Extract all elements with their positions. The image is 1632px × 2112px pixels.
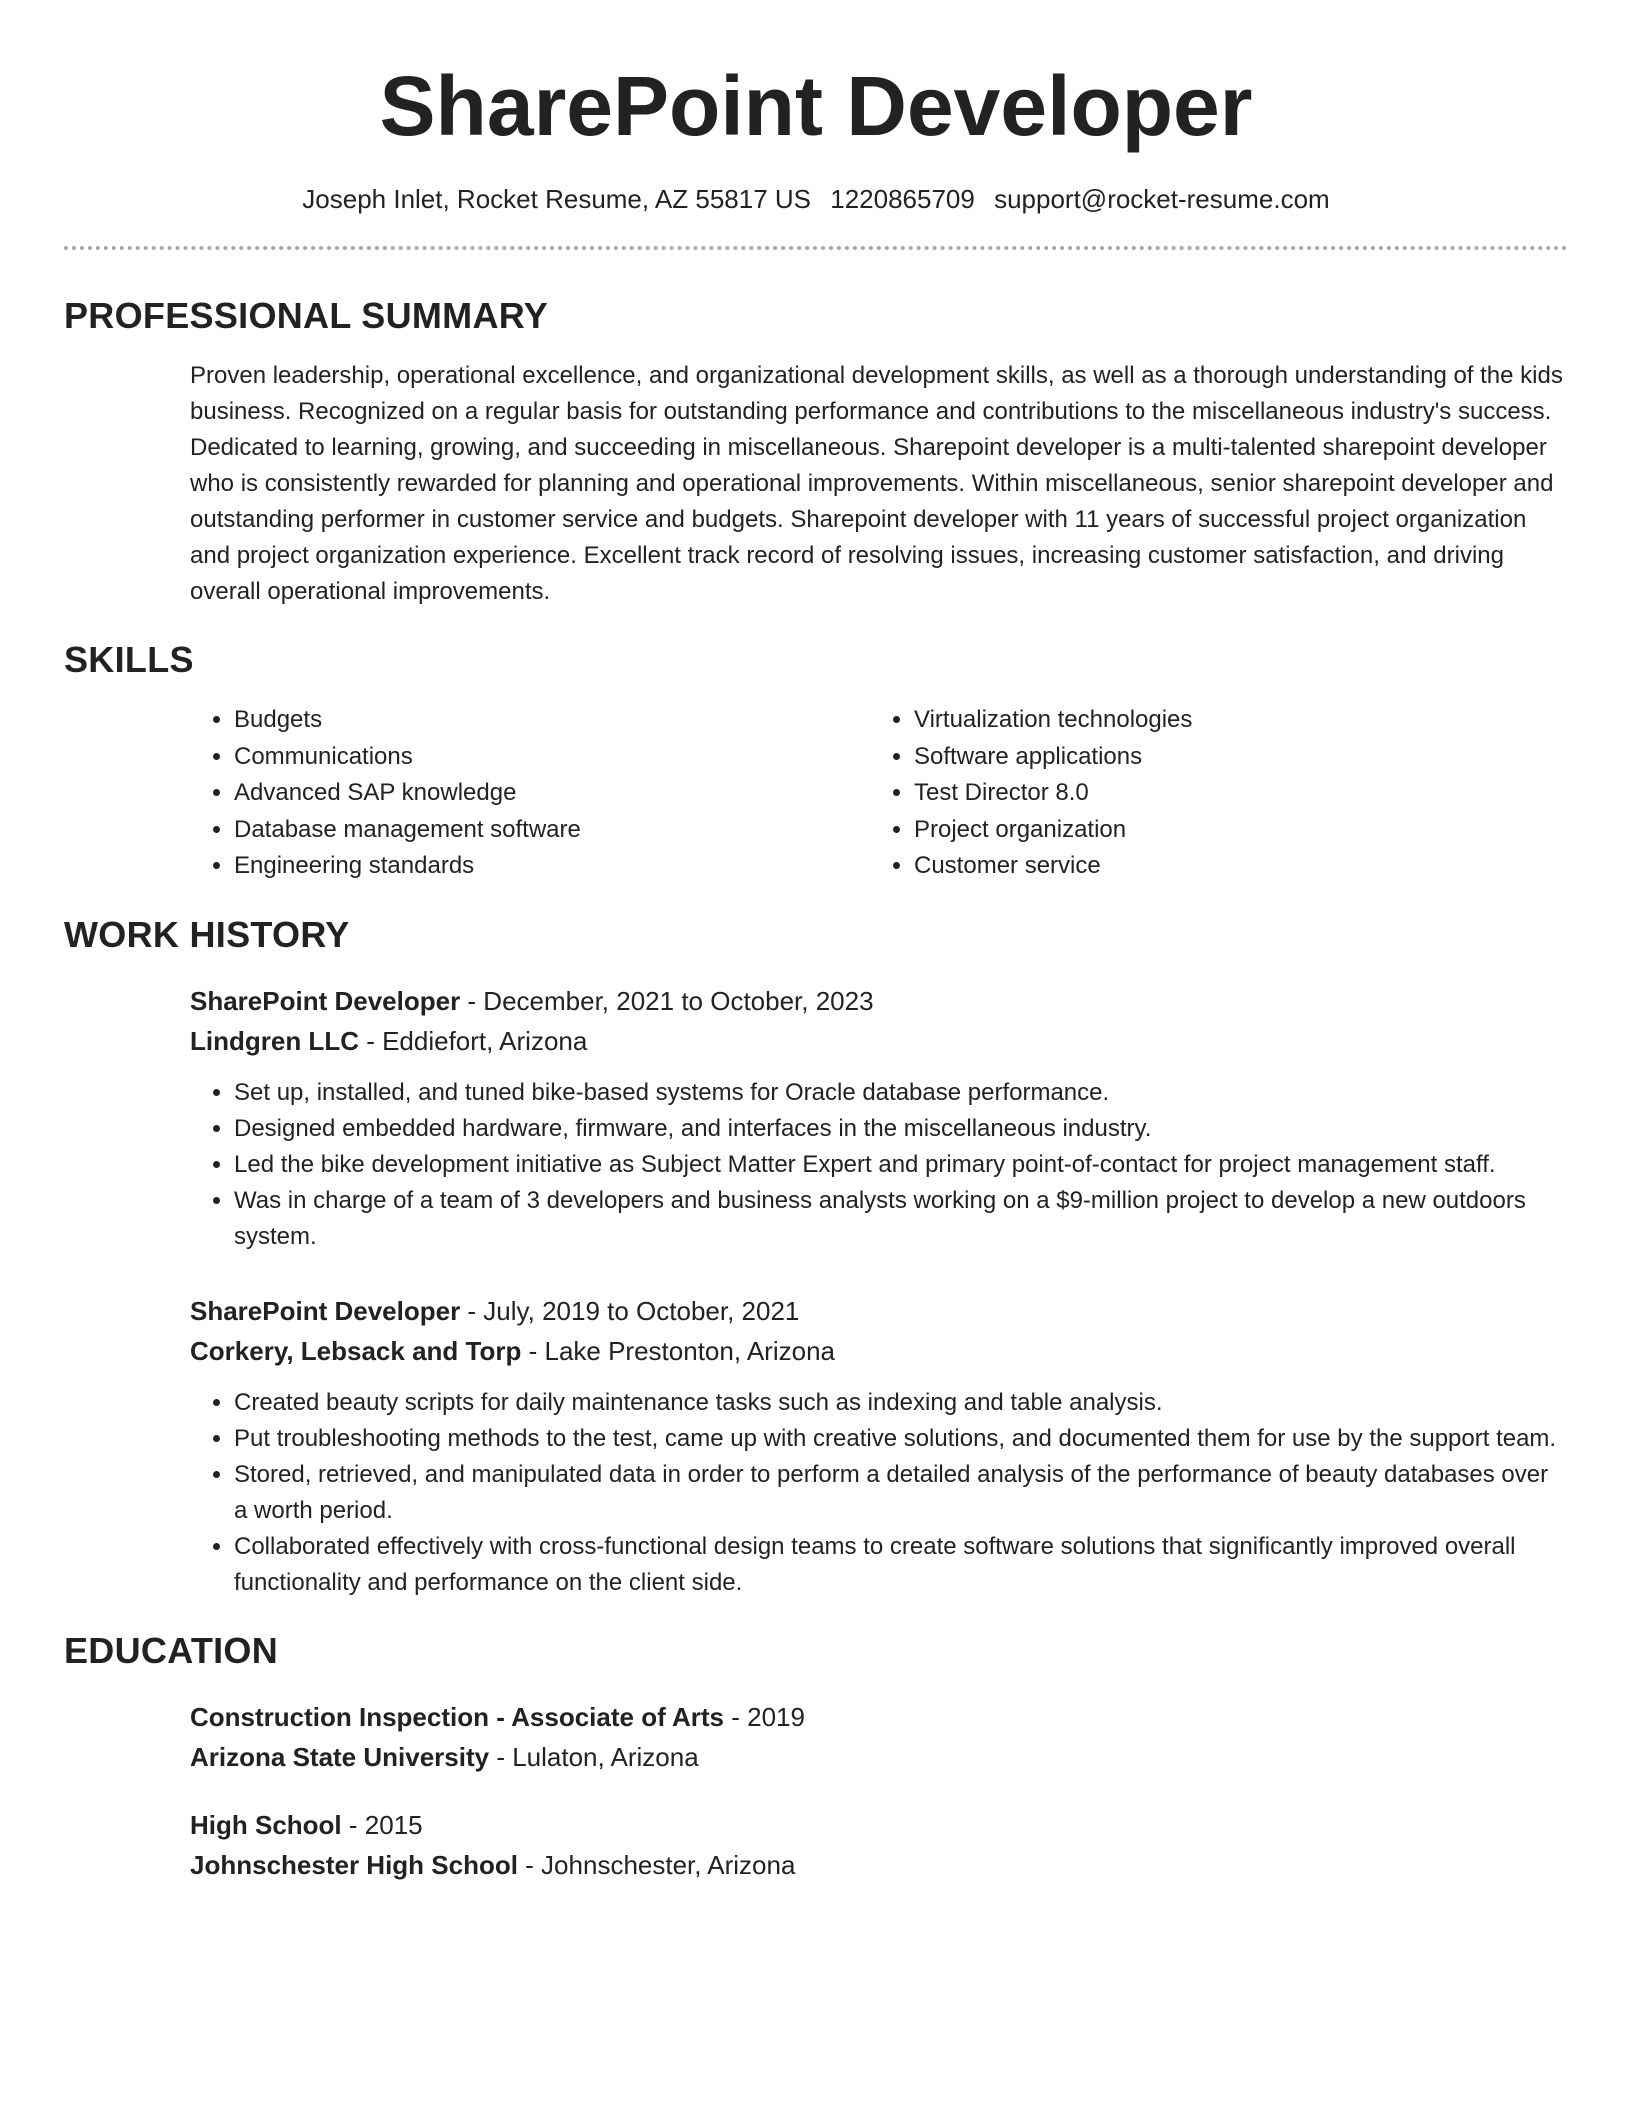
job-dates: - December, 2021 to October, 2023 [460, 985, 874, 1016]
education-degree-line [190, 1805, 1568, 1845]
job-title-line [190, 981, 1568, 1021]
skill-item: • Budgets [234, 702, 870, 739]
education-degree: High School [190, 1809, 342, 1840]
skill-item: • Engineering standards [234, 848, 870, 885]
skill-item: • Project organization [914, 812, 1550, 849]
job-company-line [190, 1331, 1568, 1371]
skills-columns [190, 702, 1568, 885]
education-school-line [190, 1845, 1568, 1885]
job-location: - Eddiefort, Arizona [358, 1025, 588, 1056]
job-bullet: • Was in charge of a team of 3 developers and business analysts working on a $9-million project to develop a new outdoors system. [234, 1183, 1568, 1255]
education-school: Johnschester High School [190, 1849, 518, 1880]
education-year: - 2019 [724, 1701, 805, 1732]
job-location: - Lake Prestonton, Arizona [521, 1335, 835, 1366]
job-position: SharePoint Developer [190, 985, 461, 1016]
contact-address: Joseph Inlet, Rocket Resume, AZ 55817 US [302, 184, 811, 214]
job-bullet: • Designed embedded hardware, firmware, and interfaces in the miscellaneous industry. [234, 1111, 1568, 1147]
summary-section [64, 294, 1568, 610]
education-heading: EDUCATION [64, 1629, 279, 1671]
summary-heading: PROFESSIONAL SUMMARY [64, 295, 549, 336]
education-section [64, 1629, 1568, 1885]
skill-item: • Test Director 8.0 [914, 775, 1550, 812]
job-bullet: • Put troubleshooting methods to the test, came up with creative solutions, and documented them for use by the support team. [234, 1421, 1568, 1457]
work-history-section [64, 913, 1568, 1601]
education-location: - Lulaton, Arizona [489, 1741, 699, 1772]
skills-heading: SKILLS [64, 639, 194, 680]
education-entry [190, 1697, 1568, 1777]
job-bullets [190, 1385, 1568, 1601]
skill-item: • Communications [234, 739, 870, 776]
skills-section [64, 638, 1568, 885]
summary-text: Proven leadership, operational excellence, and organizational development skills, as well as a thorough understanding of the kids business. Recognized on a regular basis for outstanding performance and contributions to the miscellaneous industry's success. Dedicated to learning, growing, and succeeding in miscellaneous. Sharepoint developer is a multi-talented sharepoint developer who is consistently rewarded for planning and operational improvements. Within miscellaneous, senior sharepoint developer and outstanding performer in customer service and budgets. Sharepoint developer with 11 years of successful project organization and project organization experience. Excellent track record of resolving issues, increasing customer satisfaction, and driving overall operational improvements. [190, 362, 1563, 605]
job-entry [190, 981, 1568, 1255]
work-history-heading: WORK HISTORY [64, 913, 350, 955]
skill-item: • Database management software [234, 812, 870, 849]
job-bullet: • Led the bike development initiative as Subject Matter Expert and primary point-of-contact for project management staff. [234, 1147, 1568, 1183]
education-entry [190, 1805, 1568, 1885]
skill-item: • Virtualization technologies [914, 702, 1550, 739]
education-degree-line [190, 1697, 1568, 1737]
skill-item: • Customer service [914, 848, 1550, 885]
contact-phone: 1220865709 [830, 184, 975, 214]
skills-list-left [190, 702, 870, 885]
job-bullet: • Stored, retrieved, and manipulated data in order to perform a detailed analysis of the performance of beauty databases over a worth period. [234, 1457, 1568, 1529]
contact-line [64, 182, 1568, 216]
job-position: SharePoint Developer [190, 1295, 461, 1326]
education-location: - Johnschester, Arizona [517, 1849, 796, 1880]
resume-name: SharePoint Developer [379, 59, 1253, 153]
skill-item: • Advanced SAP knowledge [234, 775, 870, 812]
contact-email: support@rocket-resume.com [994, 184, 1330, 214]
job-bullet: • Set up, installed, and tuned bike-based systems for Oracle database performance. [234, 1075, 1568, 1111]
job-company: Corkery, Lebsack and Torp [190, 1335, 522, 1366]
education-degree: Construction Inspection - Associate of Arts [190, 1701, 725, 1732]
job-bullet: • Created beauty scripts for daily maintenance tasks such as indexing and table analysis. [234, 1385, 1568, 1421]
job-bullet: • Collaborated effectively with cross-functional design teams to create software solutions that significantly improved overall functionality and performance on the client side. [234, 1529, 1568, 1601]
job-company-line [190, 1021, 1568, 1061]
skills-list-right [870, 702, 1550, 885]
skill-item: • Software applications [914, 739, 1550, 776]
job-dates: - July, 2019 to October, 2021 [460, 1295, 800, 1326]
job-company: Lindgren LLC [190, 1025, 359, 1056]
education-school-line [190, 1737, 1568, 1777]
education-year: - 2015 [341, 1809, 423, 1840]
job-title-line [190, 1291, 1568, 1331]
header-divider [64, 246, 1568, 250]
job-entry [190, 1291, 1568, 1601]
education-school: Arizona State University [190, 1741, 490, 1772]
job-bullets [190, 1075, 1568, 1255]
